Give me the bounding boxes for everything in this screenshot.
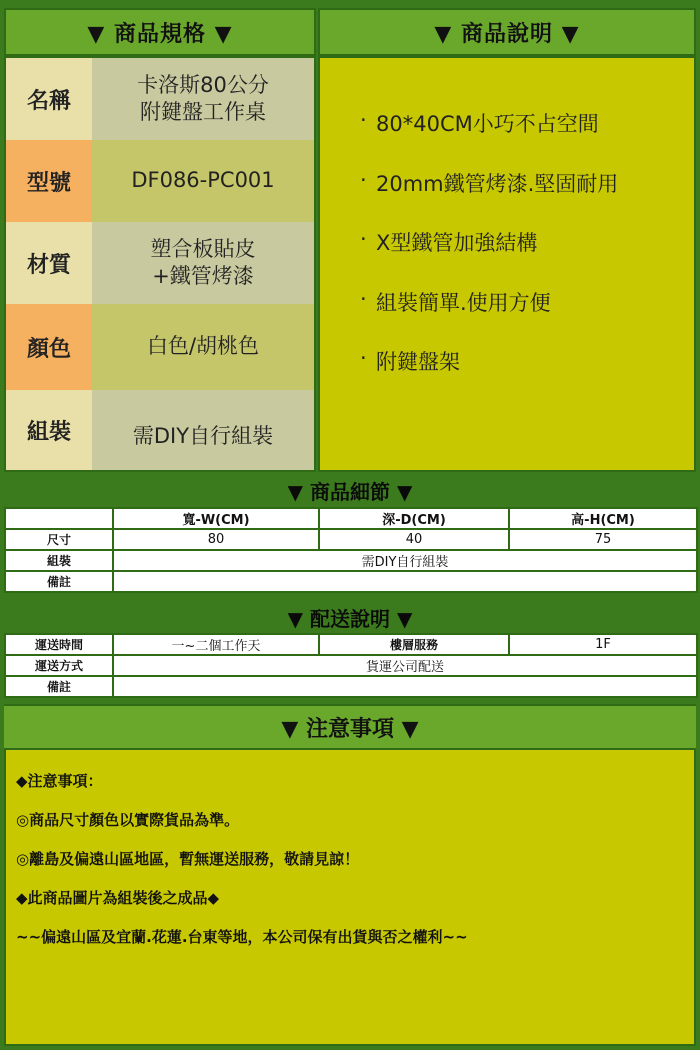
width-value: 80 <box>113 529 319 550</box>
spec-row-color <box>6 304 314 390</box>
spec-value: DF086-PC001 <box>92 140 314 222</box>
spec-row-model <box>6 140 314 222</box>
notes-panel <box>4 748 696 1046</box>
size-label: 尺寸 <box>5 529 113 550</box>
delivery-method-label: 運送方式 <box>5 655 113 676</box>
detail-header-row <box>5 508 697 529</box>
note-line: ~~偏遠山區及宜蘭.花蓮.台東等地，本公司保有出貨與否之權利~~ <box>16 928 468 946</box>
spec-label: 顏色 <box>6 304 92 390</box>
spec-row-assembly <box>6 390 314 470</box>
table-cell <box>5 508 113 529</box>
size-row <box>5 529 697 550</box>
spec-row-name <box>6 58 314 140</box>
spec-value: 需DIY自行組裝 <box>92 390 314 470</box>
detail-remark-row <box>5 571 697 592</box>
spec-label: 組裝 <box>6 390 92 470</box>
description-item: · 組裝簡單.使用方便 <box>360 286 551 315</box>
assembly-row <box>5 550 697 571</box>
remark-label: 備註 <box>5 571 113 592</box>
depth-header: 深-D(CM) <box>319 508 509 529</box>
description-header: ▼ 商品說明 ▼ <box>318 8 696 56</box>
delivery-method-row <box>5 655 697 676</box>
floor-service-value: 1F <box>509 634 697 655</box>
delivery-time-label: 運送時間 <box>5 634 113 655</box>
delivery-header: ▼ 配送說明 ▼ <box>4 601 696 633</box>
delivery-time-row <box>5 634 697 655</box>
description-item: · 附鍵盤架 <box>360 346 460 374</box>
floor-service-label: 樓層服務 <box>319 634 509 655</box>
spec-table <box>4 56 316 472</box>
height-value: 75 <box>509 529 697 550</box>
description-item: · X型鐵管加強結構 <box>360 227 538 255</box>
spec-value: 卡洛斯80公分 附鍵盤工作桌 <box>92 58 314 140</box>
delivery-method-value: 貨運公司配送 <box>113 655 697 676</box>
note-line: ◎離島及偏遠山區地區，暫無運送服務，敬請見諒！ <box>16 850 360 868</box>
description-item: · 80*40CM小巧不占空間 <box>360 108 599 136</box>
spec-label: 型號 <box>6 140 92 222</box>
delivery-table <box>4 633 698 698</box>
spec-label: 名稱 <box>6 58 92 140</box>
height-header: 高-H(CM) <box>509 508 697 529</box>
description-panel <box>318 56 696 472</box>
spec-value: 塑合板貼皮 +鐵管烤漆 <box>92 222 314 304</box>
delivery-remark-row <box>5 676 697 697</box>
note-line: ◎商品尺寸顏色以實際貨品為準。 <box>16 811 240 829</box>
description-item: · 20mm鐵管烤漆.堅固耐用 <box>360 167 619 196</box>
detail-header: ▼ 商品細節 ▼ <box>4 474 696 506</box>
assembly-value: 需DIY自行組裝 <box>113 550 697 571</box>
remark-label: 備註 <box>5 676 113 697</box>
depth-value: 40 <box>319 529 509 550</box>
spec-value: 白色/胡桃色 <box>92 304 314 390</box>
width-header: 寬-W(CM) <box>113 508 319 529</box>
spec-header: ▼ 商品規格 ▼ <box>4 8 316 56</box>
detail-table <box>4 507 698 593</box>
note-line: ◆注意事項： <box>16 772 103 790</box>
note-line: ◆此商品圖片為組裝後之成品◆ <box>16 889 220 907</box>
remark-value <box>113 676 697 697</box>
assembly-label: 組裝 <box>5 550 113 571</box>
spec-row-material <box>6 222 314 304</box>
remark-value <box>113 571 697 592</box>
notes-header: ▼ 注意事項 ▼ <box>4 704 696 748</box>
spec-label: 材質 <box>6 222 92 304</box>
delivery-time-value: 一~二個工作天 <box>113 634 319 655</box>
